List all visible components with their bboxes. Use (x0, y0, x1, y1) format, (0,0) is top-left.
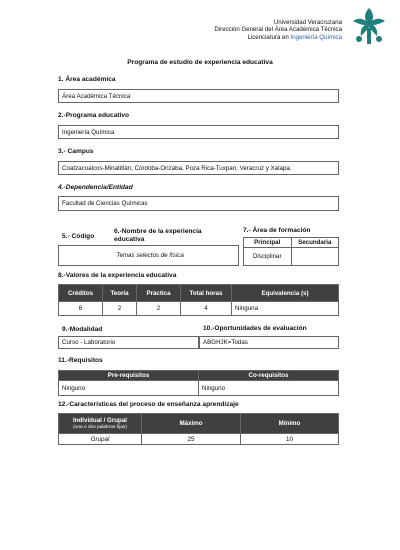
section-4-label (58, 184, 133, 191)
section-4-text: 4.-Dependencia/Entidad (58, 184, 133, 191)
academic-area-field: Área Académica Técnica (58, 89, 339, 103)
value-teoria: 2 (103, 302, 137, 316)
university-name: Universidad Veracruzana (273, 19, 342, 26)
section-12-label: 12.-Características del proceso de enseñanza aprendizaje (58, 401, 239, 408)
section-1-label: 1. Área académica (58, 76, 116, 83)
dependency-field: Facultad de Ciencias Químicas (58, 196, 339, 211)
course-name-field: Temas selectos de física (58, 245, 239, 266)
program-line (214, 34, 342, 41)
teaching-process-table (58, 413, 339, 445)
col-secundaria: Secundaria (291, 238, 339, 248)
section-6-line1: 6.-Nombre de la experiencia (114, 228, 202, 235)
value-modalidad: Grupal (59, 434, 142, 445)
section-5-label: 5.- Código (62, 233, 95, 240)
program-accent: Ingeniería Química (290, 33, 342, 41)
header-prerequisitos: Pre-requisitos (59, 371, 199, 381)
value-corequisitos: Ninguno (199, 381, 339, 396)
principal-value: Disciplinar (244, 248, 292, 266)
campus-field: Coatzacoalcos-Minatitlán, Córdoba-Orizaba, Poza Rica-Tuxpan, Veracruz y Xalapa. (58, 161, 339, 175)
header-corequisitos: Co-requisitos (199, 371, 339, 381)
header-equivalencia: Equivalencia (s) (232, 285, 339, 302)
value-prerequisitos: Ninguno (59, 381, 199, 396)
header-individual-grupal (59, 414, 142, 434)
modality-field: Curso - Laboratorio (58, 336, 199, 349)
value-equivalencia: Ninguna (232, 302, 339, 316)
value-creditos: 6 (59, 302, 103, 316)
section-10-label: 10.-Oportunidades de evaluación (203, 325, 307, 332)
section-9-label: 9.-Modalidad (62, 326, 103, 333)
secundaria-value (291, 248, 339, 266)
program-field: Ingeniería Química (58, 125, 339, 139)
values-table (58, 284, 339, 316)
col-principal: Principal (244, 238, 292, 248)
requirements-table (58, 370, 339, 396)
value-maximo: 25 (142, 434, 241, 445)
header-creditos: Créditos (59, 285, 103, 302)
section-6-line2: educativa (114, 236, 145, 243)
evaluation-field: ABGHJK=Todas (199, 336, 339, 349)
header-teoria: Teoría (103, 285, 137, 302)
section-2-label: 2.-Programa educativo (58, 112, 130, 119)
value-minimo: 10 (241, 434, 339, 445)
document-header (214, 19, 342, 41)
formation-area-table (243, 237, 339, 266)
department-name: Dirección General del Área Académica Técnica (214, 26, 342, 34)
section-6-label (114, 228, 202, 244)
header-individual-grupal-sub: (una o dos palabras fijas) (73, 424, 127, 430)
section-8-label: 8.-Valores de la experiencia educativa (58, 272, 177, 279)
value-practica: 2 (137, 302, 181, 316)
section-7-label: 7.- Área de formación (243, 227, 311, 234)
header-individual-grupal-main: Individual / Grupal (73, 416, 127, 424)
header-maximo: Máximo (142, 414, 241, 434)
section-11-label: 11.-Requisitos (58, 357, 103, 364)
header-total-horas: Total horas (181, 285, 232, 302)
header-minimo: Mínimo (241, 414, 339, 434)
program-prefix: Licenciatura en (247, 33, 291, 41)
document-title: Programa de estudio de experiencia educativa (127, 59, 273, 66)
university-crest-icon (350, 6, 388, 46)
section-3-label: 3.- Campus (58, 148, 94, 155)
value-total-horas: 4 (181, 302, 232, 316)
header-practica: Práctica (137, 285, 181, 302)
